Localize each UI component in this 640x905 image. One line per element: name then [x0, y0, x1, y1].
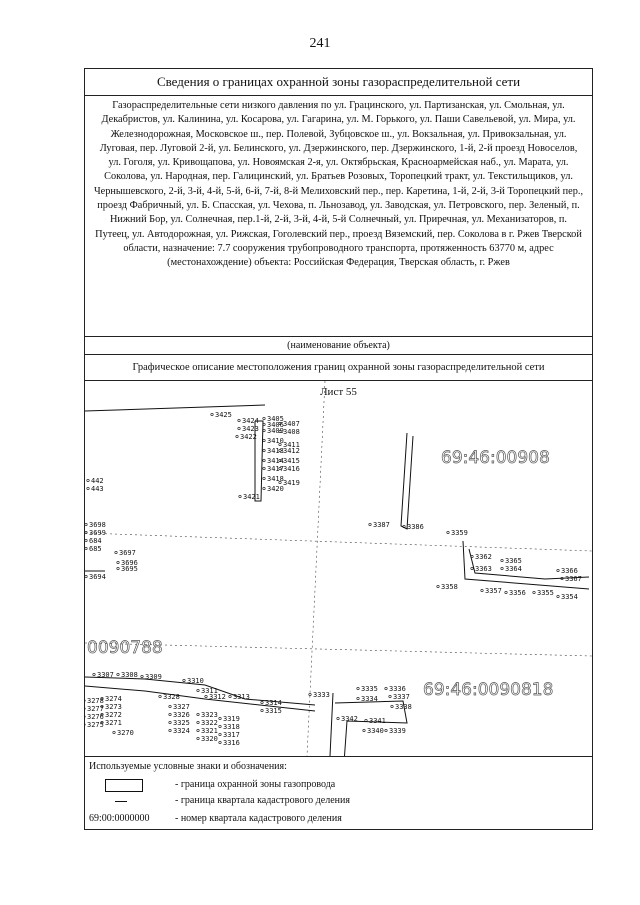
point-label: 3696: [121, 559, 138, 567]
point-marker: [205, 695, 207, 697]
point-marker: [113, 731, 115, 733]
point-marker: [369, 523, 371, 525]
point-label: 3421: [243, 493, 260, 501]
object-description: Газораспределительные сети низкого давления по ул. Грацинского, ул. Партизанская, ул. Смольная, ул. Декабристов, ул. Калинина, ул. Косарова, ул. Гагарина, ул. М. Горького, ул. Паши Савельевой, ул. Мира, ул. Железнодорожная, Московское ш., пер. Полевой, Зубцовское ш., ул. Вокзальная, ул. Привокзальная, ул. Луговая, пер. Луговой 2-й, ул. Белинского, ул. Дзержинского, пер. Дзержинского, 1-й, 2-й проезд Новоселов, ул. Гоголя, ул. Кривощапова, ул. Новоямская 2-я, ул. Октябрьская, Красноармейская наб., ул. Марата, ул. Соколова, ул. Народная, пер. Галицинский, ул. Братьев Розовых, Торопецкий тракт, ул. Текстильщиков, ул. Чернышевского, 2-й, 3-й, 4-й, 5-й, 6-й, 7-й, 8-й Мелиховский пер., пер. Каретина, 1-й, 2-й, 3-й Торопецкий пер., проезд Фабричный, ул. Б. Спасская, ул. Чехова, п. Льнозавод, ул. Заводская, ул. Петровского, пер. Зеленый, п. Нижний Бор, ул. Солнечная, пер.1-й, 2-й, 3-й, 4-й, 5-й Солнечный, ул. Приречная, ул. Механизаторов, п. Путеец, ул. Автодорожная, ул. Рижская, Гоголевский пер., проезд Вяземский, пер. Соколова в г. Ржев Тверской области, назначение: 7.7 сооружения трубопроводного транспорта, протяженность 63770 м, адрес (местонахождение) объекта: Российская Федерация, Тверская область, г. Ржев: [85, 96, 592, 337]
point-label: 3422: [240, 433, 257, 441]
point-marker: [261, 709, 263, 711]
point-marker: [557, 595, 559, 597]
point-label: 3320: [201, 735, 218, 743]
point-marker: [197, 713, 199, 715]
graphic-title: Графическое описание местоположения границ охранной зоны газораспределительной сети: [85, 355, 592, 381]
point-marker: [219, 741, 221, 743]
point-marker: [337, 717, 339, 719]
point-label: 3695: [121, 565, 138, 573]
point-marker: [357, 687, 359, 689]
point-marker: [85, 531, 87, 533]
point-marker: [437, 585, 439, 587]
point-marker: [117, 567, 119, 569]
quarter-boundary: [85, 533, 592, 551]
point-label: 3362: [475, 553, 492, 561]
point-label: 3420: [267, 485, 284, 493]
point-marker: [505, 591, 507, 593]
point-marker: [115, 551, 117, 553]
cadastral-number: 0090788: [87, 638, 163, 658]
point-marker: [447, 531, 449, 533]
point-marker: [197, 737, 199, 739]
legend-title: Используемые условные знаки и обозначения:: [89, 761, 287, 772]
point-marker: [85, 547, 87, 549]
point-label: 3326: [173, 711, 190, 719]
point-marker: [141, 675, 143, 677]
point-label: 3364: [505, 565, 522, 573]
point-marker: [169, 729, 171, 731]
point-marker: [357, 697, 359, 699]
page-title: Сведения о границах охранной зоны газораспределительной сети: [85, 69, 592, 96]
point-label: 3276: [87, 713, 104, 721]
point-marker: [229, 695, 231, 697]
cadastral-number: 69:46:0090818: [423, 680, 554, 700]
point-marker: [87, 479, 89, 481]
point-marker: [263, 449, 265, 451]
point-marker: [85, 523, 87, 525]
point-marker: [557, 569, 559, 571]
point-marker: [309, 693, 311, 695]
legend-item-quarter: - граница квартала кадастрового деления: [175, 795, 350, 806]
point-label: 3309: [145, 673, 162, 681]
point-label: 3355: [537, 589, 554, 597]
point-label: 3425: [215, 411, 232, 419]
point-label: 3417: [267, 465, 284, 473]
point-label: 3316: [223, 739, 240, 747]
point-label: 3699: [89, 529, 106, 537]
point-marker: [197, 721, 199, 723]
point-label: 3413: [267, 447, 284, 455]
point-marker: [263, 487, 265, 489]
point-label: 3416: [283, 465, 300, 473]
point-marker: [238, 419, 240, 421]
point-label: 3328: [163, 693, 180, 701]
point-label: 3274: [105, 695, 122, 703]
point-label: 3278: [87, 697, 104, 705]
point-label: 3339: [389, 727, 406, 735]
point-marker: [219, 725, 221, 727]
point-marker: [87, 487, 89, 489]
point-label: 3419: [283, 479, 300, 487]
point-label: 3327: [173, 703, 190, 711]
point-marker: [85, 575, 87, 577]
cadastral-map: [85, 381, 592, 757]
point-label: 3359: [451, 529, 468, 537]
point-label: 3410: [267, 437, 284, 445]
point-label: 443: [91, 485, 104, 493]
point-label: 3358: [441, 583, 458, 591]
point-marker: [159, 695, 161, 697]
legend-item-zone: - граница охранной зоны газопровода: [175, 779, 336, 790]
point-label: 3338: [395, 703, 412, 711]
point-marker: [263, 477, 265, 479]
legend-item-cadastral: - номер квартала кадастрового деления: [175, 813, 342, 824]
point-marker: [501, 567, 503, 569]
point-marker: [169, 705, 171, 707]
object-label: (наименование объекта): [85, 338, 592, 355]
point-marker: [239, 495, 241, 497]
point-marker: [385, 687, 387, 689]
point-marker: [197, 729, 199, 731]
point-label: 3336: [389, 685, 406, 693]
zone-boundary-swatch: [105, 779, 143, 792]
point-label: 3315: [265, 707, 282, 715]
point-marker: [363, 729, 365, 731]
point-label: 3273: [105, 703, 122, 711]
point-label: 3340: [367, 727, 384, 735]
point-label: 3271: [105, 719, 122, 727]
point-label: 3322: [201, 719, 218, 727]
point-label: 3363: [475, 565, 492, 573]
point-label: 3367: [565, 575, 582, 583]
legend-cadastral-code: 69:00:0000000: [89, 813, 150, 824]
point-label: 3356: [509, 589, 526, 597]
point-label: 3308: [121, 671, 138, 679]
zone-boundary: [329, 693, 333, 756]
point-marker: [533, 591, 535, 593]
map-drawing: [85, 381, 592, 756]
point-label: 3323: [201, 711, 218, 719]
point-label: 3697: [119, 549, 136, 557]
point-label: 3365: [505, 557, 522, 565]
point-label: 3324: [173, 727, 190, 735]
point-label: 3408: [283, 428, 300, 436]
point-label: 3415: [283, 457, 300, 465]
point-label: 3319: [223, 715, 240, 723]
legend: [85, 757, 592, 829]
point-label: 3409: [267, 427, 284, 435]
point-label: 3321: [201, 727, 218, 735]
point-label: 3386: [407, 523, 424, 531]
point-label: 3335: [361, 685, 378, 693]
point-label: 3414: [267, 457, 284, 465]
point-marker: [117, 673, 119, 675]
point-label: 3366: [561, 567, 578, 575]
point-marker: [238, 427, 240, 429]
point-marker: [261, 701, 263, 703]
point-label: 3310: [187, 677, 204, 685]
point-marker: [219, 717, 221, 719]
point-label: 684: [89, 537, 102, 545]
point-label: 3424: [242, 417, 259, 425]
point-marker: [85, 539, 87, 541]
point-label: 3270: [117, 729, 134, 737]
page-number: 241: [309, 36, 331, 51]
point-label: 442: [91, 477, 104, 485]
point-label: 3406: [267, 421, 284, 429]
point-marker: [169, 721, 171, 723]
point-label: 3275: [87, 721, 104, 729]
point-marker: [385, 729, 387, 731]
point-label: 3333: [313, 691, 330, 699]
point-label: 3312: [209, 693, 226, 701]
point-label: 3318: [223, 723, 240, 731]
point-marker: [197, 689, 199, 691]
point-label: 3341: [369, 717, 386, 725]
point-marker: [219, 733, 221, 735]
point-label: 3405: [267, 415, 284, 423]
point-marker: [481, 589, 483, 591]
document-frame: [84, 68, 593, 830]
point-marker: [263, 439, 265, 441]
point-label: 3307: [97, 671, 114, 679]
point-label: 3277: [87, 705, 104, 713]
point-marker: [263, 417, 265, 419]
point-marker: [169, 713, 171, 715]
point-label: 3423: [242, 425, 259, 433]
point-label: 3325: [173, 719, 190, 727]
point-label: 685: [89, 545, 102, 553]
point-label: 3412: [283, 447, 300, 455]
zone-boundary: [401, 433, 413, 529]
point-marker: [93, 673, 95, 675]
point-marker: [263, 467, 265, 469]
point-label: 3311: [201, 687, 218, 695]
point-label: 3342: [341, 715, 358, 723]
point-label: 3314: [265, 699, 282, 707]
point-marker: [183, 679, 185, 681]
sheet-label: Лист 55: [320, 386, 357, 398]
point-marker: [117, 561, 119, 563]
point-label: 3694: [89, 573, 106, 581]
cadastral-number: 69:46:00908: [441, 448, 550, 468]
point-marker: [501, 559, 503, 561]
point-label: 3354: [561, 593, 578, 601]
point-marker: [211, 413, 213, 415]
quarter-boundary: [307, 381, 325, 756]
point-marker: [391, 705, 393, 707]
point-label: 3418: [267, 475, 284, 483]
point-label: 3407: [283, 420, 300, 428]
point-label: 3317: [223, 731, 240, 739]
point-label: 3272: [105, 711, 122, 719]
point-label: 3357: [485, 587, 502, 595]
point-label: 3334: [361, 695, 378, 703]
point-label: 3387: [373, 521, 390, 529]
point-label: 3698: [89, 521, 106, 529]
point-label: 3411: [283, 441, 300, 449]
point-marker: [471, 567, 473, 569]
point-label: 3337: [393, 693, 410, 701]
quarter-boundary-swatch: [115, 801, 127, 802]
point-marker: [263, 459, 265, 461]
zone-boundary: [85, 405, 265, 411]
point-marker: [236, 435, 238, 437]
point-label: 3313: [233, 693, 250, 701]
point-marker: [389, 695, 391, 697]
